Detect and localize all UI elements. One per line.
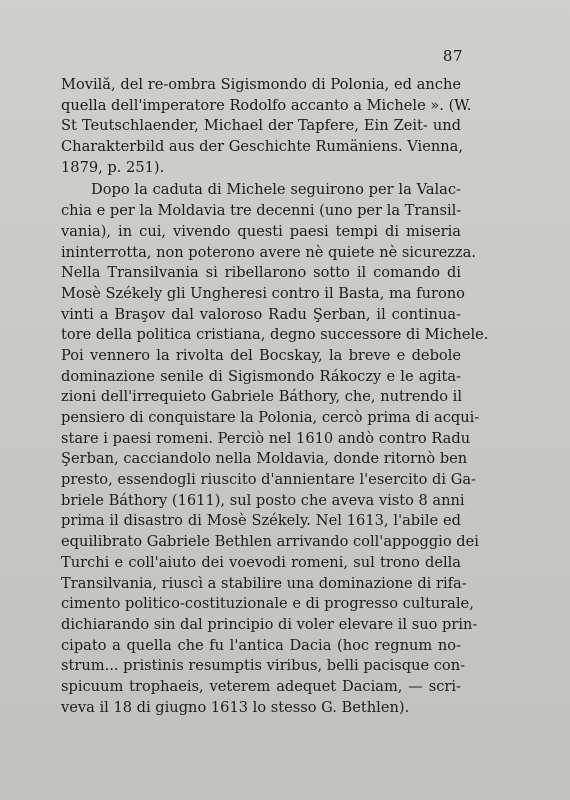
text-line: vinti a Braşov dal valoroso Radu Şerban, il continua- [61, 305, 461, 323]
text-line: spicuum trophaeis, veterem adequet Daciam, — scri- [61, 677, 461, 695]
text-line: strum... pristinis resumptis viribus, belli pacisque con- [61, 657, 466, 675]
text-line: dominazione senile di Sigismondo Rákoczy e le agita- [61, 367, 461, 385]
text-line: equilibrato Gabriele Bethlen arrivando coll'appoggio dei [61, 533, 479, 551]
text-line: Turchi e coll'aiuto dei voevodi romeni, sul trono della [61, 553, 461, 571]
text-line: chia e per la Moldavia tre decenni (uno per la Transil- [61, 202, 462, 220]
text-line: ininterrotta, non poterono avere nè quiete nè sicurezza. [61, 243, 476, 261]
text-line: stare i paesi romeni. Perciò nel 1610 andò contro Radu [61, 429, 471, 447]
text-line: prima il disastro di Mosè Székely. Nel 1613, l'abile ed [61, 512, 461, 530]
text-line: Şerban, cacciandolo nella Moldavia, donde ritornò ben [61, 450, 468, 468]
text-line: presto, essendogli riuscito d'annientare l'esercito di Ga- [61, 471, 476, 489]
text-line: cimento politico-costituzionale e di progresso culturale, [61, 595, 474, 613]
text-line: Charakterbild aus der Geschichte Rumäniens. Vienna, [61, 138, 463, 156]
text-line: 1879, p. 251). [61, 158, 165, 176]
text-line: quella dell'imperatore Rodolfo accanto a Michele ». (W. [61, 96, 472, 114]
text-line: Transilvania, riuscì a stabilire una dominazione di rifa- [61, 574, 467, 592]
text-line: tore della politica cristiana, degno successore di Michele. [61, 326, 489, 344]
text-line: pensiero di conquistare la Polonia, cercò prima di acqui- [61, 409, 480, 426]
text-line: vania), in cui, vivendo questi paesi tempi di miseria [61, 222, 461, 240]
page-number: 87 [442, 47, 463, 65]
text-line: Dopo la caduta di Michele seguirono per la Valac- [91, 181, 461, 199]
body-text [61, 75, 489, 718]
text-line: Movilă, del re-ombra Sigismondo di Polonia, ed anche [61, 76, 461, 93]
text-line: veva il 18 di giugno 1613 lo stesso G. Bethlen). [61, 698, 410, 716]
text-line: Poi vennero la rivolta del Bocskay, la breve e debole [61, 346, 461, 364]
text-line: briele Báthory (1611), sul posto che aveva visto 8 anni [61, 491, 465, 509]
text-line: St Teutschlaender, Michael der Tapfere, Ein Zeit- und [61, 117, 461, 135]
text-line: Mosè Székely gli Ungheresi contro il Basta, ma furono [61, 284, 465, 302]
text-line: Nella Transilvania si ribellarono sotto il comando di [61, 264, 461, 282]
text-line: dichiarando sin dal principio di voler elevare il suo prin- [61, 615, 478, 633]
text-line: cipato a quella che fu l'antica Dacia (hoc regnum no- [61, 636, 461, 654]
text-line: zioni dell'irrequieto Gabriele Báthory, che, nutrendo il [61, 388, 462, 406]
